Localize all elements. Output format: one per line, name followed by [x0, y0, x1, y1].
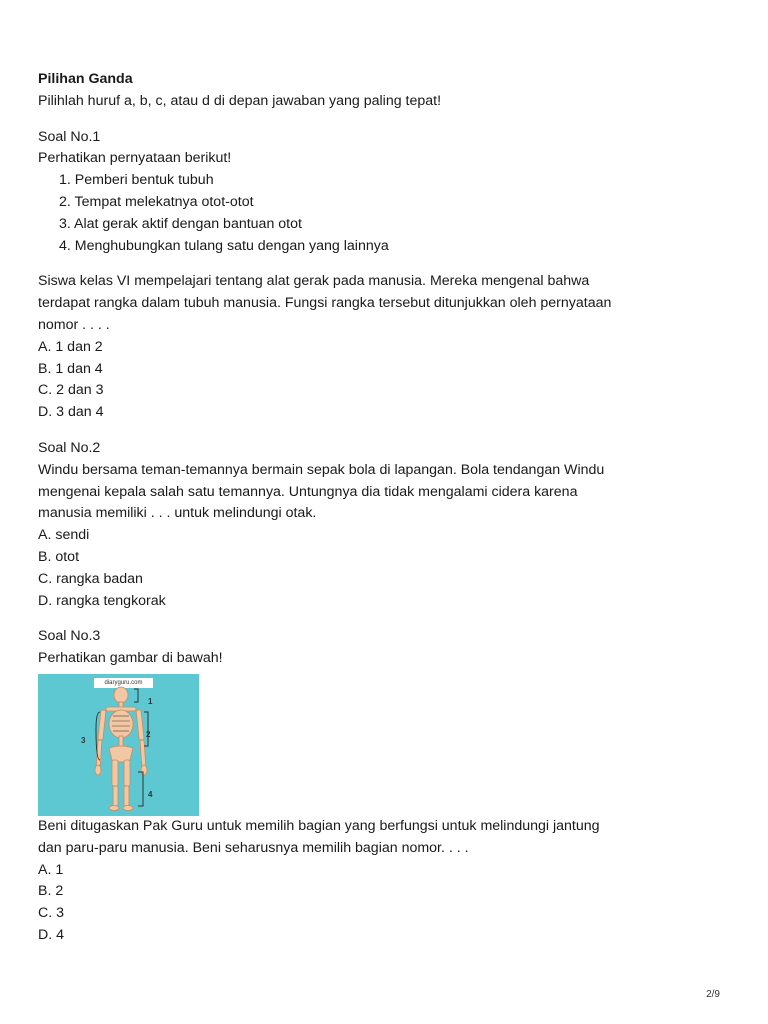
section-title: Pilihan Ganda: [38, 71, 133, 87]
skeleton-figure: [38, 674, 199, 816]
answer-option: B. 1 dan 4: [38, 360, 103, 377]
stem-line: Siswa kelas VI mempelajari tentang alat gerak pada manusia. Mereka mengenal bahwa: [38, 273, 590, 290]
stem-line: manusia memiliki . . . untuk melindungi otak.: [38, 505, 317, 522]
stem-line: nomor . . . .: [38, 316, 110, 333]
statement-item: 4. Menghubungkan tulang satu dengan yang lainnya: [59, 237, 389, 254]
document-page: [38, 69, 738, 947]
answer-option: A. sendi: [38, 527, 90, 544]
question-stem: [38, 460, 738, 525]
answer-option: B. otot: [38, 548, 80, 565]
question-label: Soal No.2: [38, 439, 101, 456]
watermark-label: diaryguru.com: [94, 678, 153, 688]
question-intro: Perhatikan gambar di bawah!: [38, 650, 223, 667]
question-stem: [38, 816, 738, 860]
question-intro: Perhatikan pernyataan berikut!: [38, 150, 232, 167]
question-label: Soal No.1: [38, 128, 101, 145]
figure-label-1: 1: [148, 696, 153, 706]
answer-option: C. 3: [38, 905, 65, 922]
stem-line: Beni ditugaskan Pak Guru untuk memilih bagian yang berfungsi untuk melindungi jantung: [38, 817, 600, 834]
figure-label-2: 2: [146, 729, 151, 739]
answer-option: A. 1: [38, 861, 64, 878]
instruction-text: Pilihlah huruf a, b, c, atau d di depan jawaban yang paling tepat!: [38, 92, 442, 109]
answer-option: C. rangka badan: [38, 570, 143, 587]
page-number: 2/9: [706, 989, 720, 1000]
answer-option: A. 1 dan 2: [38, 338, 103, 355]
figure-label-3: 3: [81, 735, 86, 745]
question-2: [38, 438, 738, 612]
stem-line: mengenai kepala salah satu temannya. Untungnya dia tidak mengalami cidera karena: [38, 483, 578, 500]
question-1: [38, 127, 738, 424]
figure-label-4: 4: [148, 789, 153, 799]
answer-option: D. 4: [38, 926, 65, 943]
question-stem: [38, 271, 738, 336]
question-3: [38, 626, 738, 946]
skeleton-illustration: [38, 674, 199, 816]
answer-option: D. 3 dan 4: [38, 404, 104, 421]
question-label: Soal No.3: [38, 628, 101, 645]
statement-item: 1. Pemberi bentuk tubuh: [59, 172, 214, 189]
statement-item: 3. Alat gerak aktif dengan bantuan otot: [59, 215, 302, 232]
stem-line: dan paru-paru manusia. Beni seharusnya memilih bagian nomor. . . .: [38, 839, 469, 856]
statement-list: [38, 170, 738, 257]
answer-option: B. 2: [38, 883, 64, 900]
answer-option: C. 2 dan 3: [38, 382, 104, 399]
stem-line: terdapat rangka dalam tubuh manusia. Fungsi rangka tersebut ditunjukkan oleh pernyataan: [38, 295, 612, 312]
answer-option: D. rangka tengkorak: [38, 592, 166, 609]
statement-item: 2. Tempat melekatnya otot-otot: [59, 193, 254, 210]
stem-line: Windu bersama teman-temannya bermain sepak bola di lapangan. Bola tendangan Windu: [38, 461, 605, 478]
